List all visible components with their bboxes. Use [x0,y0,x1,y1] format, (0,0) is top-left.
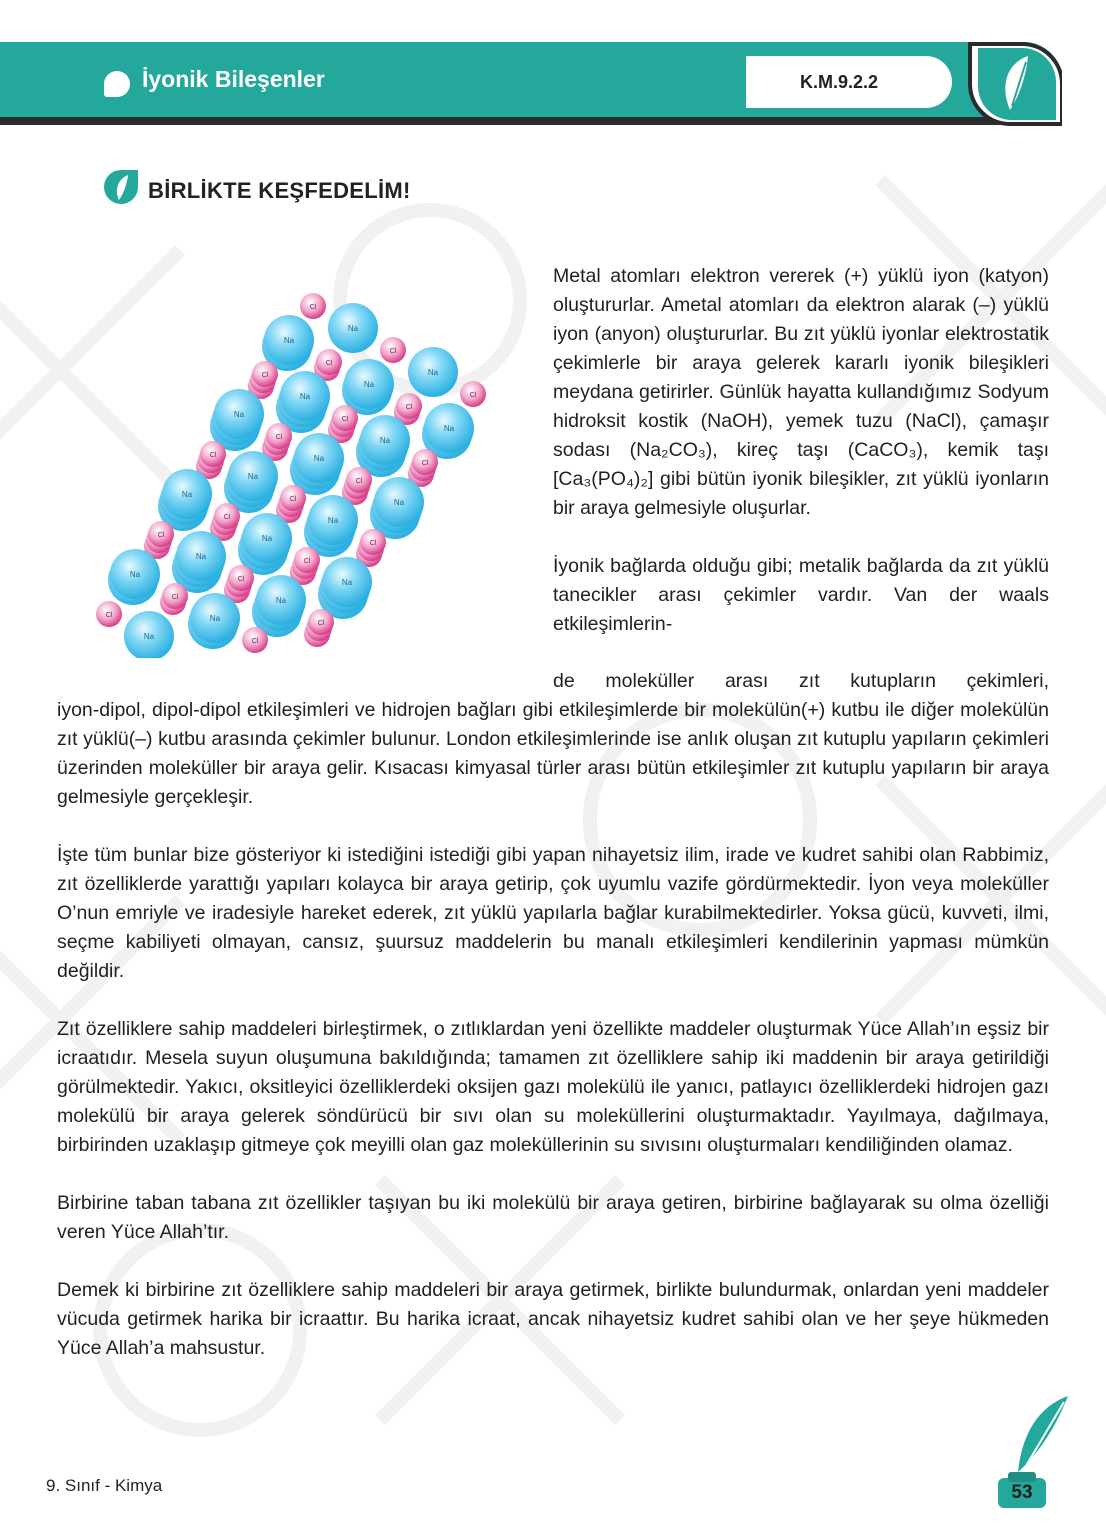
outcome-code: K.M.9.2.2 [800,72,879,92]
sodium-label: Na [443,424,455,433]
chloride-label: Cl [309,304,317,311]
chloride-label: Cl [223,514,231,521]
sodium-label: Na [129,570,141,579]
sodium-label: Na [299,392,311,401]
chloride-label: Cl [369,540,377,547]
chloride-label: Cl [289,496,297,503]
sodium-label: Na [313,454,325,463]
sodium-label: Na [209,614,221,623]
chloride-label: Cl [325,360,333,367]
sodium-label: Na [195,552,207,561]
chloride-label: Cl [105,612,113,619]
header-bullet-icon [104,71,130,97]
unit-title: İyonik Bileşenler [142,66,325,92]
sodium-label: Na [261,534,273,543]
chloride-label: Cl [421,460,429,467]
section-feather-icon [102,168,140,206]
sodium-label: Na [393,498,405,507]
sodium-label: Na [283,336,295,345]
sodium-label: Na [341,578,353,587]
continued-line: de moleküller arası zıt kutupların çekimleri, [553,670,1049,692]
sodium-label: Na [347,324,359,333]
sodium-label: Na [143,632,155,641]
chloride-label: Cl [171,594,179,601]
sodium-label: Na [181,490,193,499]
chloride-label: Cl [261,372,269,379]
body-paragraph-1: iyon-dipol, dipol-dipol etkileşimleri ve hidrojen bağları gibi etkileşimlerde bir molekülün(+) kutbu ile diğer molekülün zıt yüklü(–) kutbu arasında çekimler bulunur. London etkileşimlerinde ise anlık oluşan zıt kutuplu yapıların çekimleri üzerinden moleküller bir araya gelir. Kısacası kimyasal türler arası bütün etkileşimler zıt kutuplu yapıların bir araya gelmesiyle gerçekleşir. [57,699,1049,808]
body-paragraph-3: Zıt özelliklere sahip maddeleri birleştirmek, o zıtlıklardan yeni özellikte maddeler oluşturmak Yüce Allah’ın eşsiz bir icraatıdır. Mesela suyun oluşumuna bakıldığında; tamamen zıt özelliklere sahip iki maddenin bir araya getirildiği görülmektedir. Yakıcı, oksitleyici özelliklerdeki oksijen gazı molekülü ile yanıcı, patlayıcı özelliklerdeki hidrojen gazı molekülü bir araya gelerek söndürücü bir sıvı olan su moleküllerini oluşturmaktadır. Yayılmaya, dağılmaya, birbirinden uzaklaşıp gitmeye çok meyilli olan gaz moleküllerinin su sıvısını oluşturmaları kendiliğinden olamaz. [57,1018,1049,1156]
sodium-label: Na [233,410,245,419]
sodium-label: Na [427,368,439,377]
chloride-label: Cl [275,434,283,441]
feather-badge-icon [966,40,1062,128]
chloride-label: Cl [405,404,413,411]
chloride-label: Cl [157,532,165,539]
intro-paragraph: Metal atomları elektron vererek (+) yüklü iyon (katyon) oluştururlar. Ametal atomları da elektron alarak (–) yüklü iyon (anyon) oluştururlar. Bu zıt yüklü iyonlar elektrostatik çekimlerle bir araya gelerek kararlı iyonik bileşikleri meydana getirirler. Günlük hayatta kullandığımız Sodyum hidroksit kostik (NaOH), yemek tuzu (NaCl), çamaşır sodası (Na₂CO₃), kireç taşı (CaCO₃), kemik taşı [Ca₃(PO₄)₂] gibi bütün iyonik bileşikler, zıt yüklü iyonların bir araya gelmesiyle oluşurlar. [553,265,1049,519]
sodium-label: Na [379,436,391,445]
chloride-label: Cl [209,452,217,459]
chloride-label: Cl [317,620,325,627]
chloride-label: Cl [469,392,477,399]
footer-course-label: 9. Sınıf - Kimya [46,1476,163,1495]
sodium-label: Na [275,596,287,605]
chloride-label: Cl [389,348,397,355]
chloride-label: Cl [251,638,259,645]
section-title: BİRLİKTE KEŞFEDELİM! [148,178,411,203]
body-text [57,696,1049,1392]
intro-text-column [553,262,1049,639]
sodium-label: Na [327,516,339,525]
header-underline [0,117,1048,125]
sodium-label: Na [247,472,259,481]
chloride-label: Cl [303,558,311,565]
body-paragraph-2: İşte tüm bunlar bize gösteriyor ki istediğini istediği gibi yapan nihayetsiz ilim, irade ve kudret sahibi olan Rabbimiz, zıt özelliklerde yarattığı yapıları kolayca bir araya getirip, çok uyumlu vazife gördürmektedir. İyon veya moleküller O’nun emriyle ve iradesiyle hareket ederek, zıt yüklü yapılarla bağlar kurabilmektedirler. Yoksa gücü, kuvveti, ilmi, seçme kabiliyeti olmayan, cansız, şuursuz maddelerin bu manalı etkileşimleri kendilerinin yapması mümkün değildir. [57,844,1049,982]
nacl-crystal-figure [88,258,518,658]
chloride-label: Cl [355,478,363,485]
chloride-label: Cl [237,576,245,583]
page-number: 53 [1011,1482,1033,1503]
body-paragraph-5: Demek ki birbirine zıt özelliklere sahip maddeleri bir araya getirmek, birlikte bulundurmak, onlardan yeni maddeler vücuda getirmek harika bir icraattır. Bu harika icraat, ancak nihayetsiz kudret sahibi olan ve her şeye hükmeden Yüce Allah’a mahsustur. [57,1279,1049,1359]
body-paragraph-4: Birbirine taban tabana zıt özellikler taşıyan bu iki molekülü bir araya getiren, birbirine bağlayarak su olma özelliği veren Yüce Allah’tır. [57,1192,1049,1243]
sodium-label: Na [363,380,375,389]
chloride-label: Cl [341,416,349,423]
metallic-bond-paragraph: İyonik bağlarda olduğu gibi; metalik bağlarda da zıt yüklü tanecikler arası çekimler vardır. Van der waals etkileşimlerin- [553,555,1049,635]
